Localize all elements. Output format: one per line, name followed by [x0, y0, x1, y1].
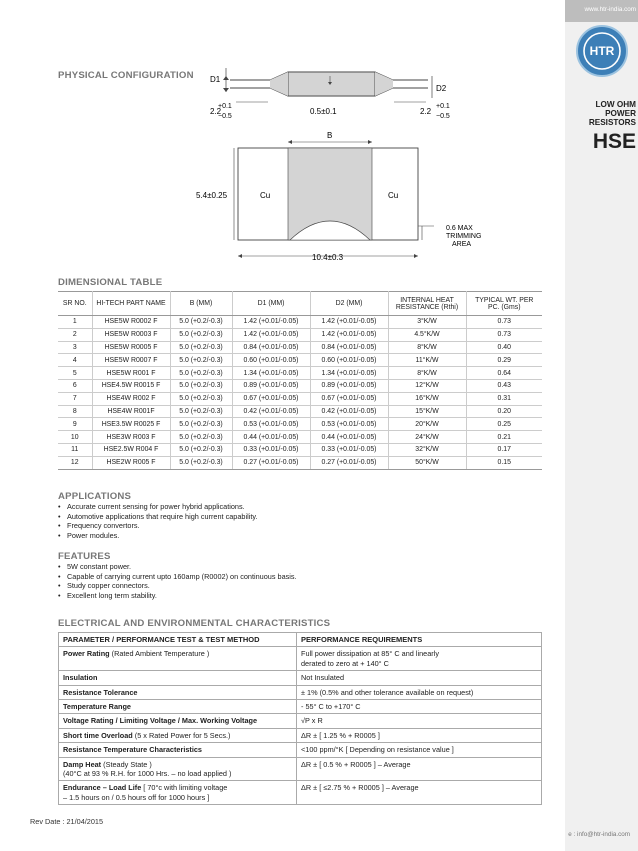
table-cell: 0.67 (+0.01/-0.05)	[310, 392, 388, 405]
table-cell: 0.64	[466, 367, 542, 380]
characteristics-title: ELECTRICAL AND ENVIRONMENTAL CHARACTERISTICS	[58, 618, 331, 629]
table-cell: HSE4.5W R0015 F	[92, 379, 170, 392]
table-row	[58, 456, 542, 469]
right-tol-minus: −0.5	[436, 113, 450, 120]
table-cell: 0.31	[466, 392, 542, 405]
table-cell: 1.34 (+0.01/-0.05)	[232, 367, 310, 380]
table-cell: 4.5°K/W	[388, 328, 466, 341]
table-cell: 3°K/W	[388, 316, 466, 329]
list-item: • Accurate current sensing for power hybrid applications.	[58, 502, 258, 512]
table-cell: 0.53 (+0.01/-0.05)	[232, 418, 310, 431]
parameter-cell: Resistance Temperature Characteristics	[59, 743, 297, 757]
logo-text: HTR	[589, 44, 615, 58]
table-row	[58, 392, 542, 405]
parameter-cell: Short time Overload (5 x Rated Power for 5 Secs.)	[59, 728, 297, 742]
table-cell: 0.33 (+0.01/-0.05)	[310, 443, 388, 456]
table-cell: 0.84 (+0.01/-0.05)	[232, 341, 310, 354]
table-cell: 3	[58, 341, 92, 354]
table-cell: 5.0 (+0.2/-0.3)	[170, 431, 232, 444]
parameter-cell: Power Rating (Rated Ambient Temperature )	[59, 647, 297, 671]
table-cell: 5.0 (+0.2/-0.3)	[170, 328, 232, 341]
table-cell: 4	[58, 354, 92, 367]
revision-date: Rev Date : 21/04/2015	[30, 817, 104, 826]
list-item: • Automotive applications that require high current capability.	[58, 512, 258, 522]
product-desc-line: LOW OHM	[595, 100, 636, 109]
left-tol-plus: +0.1	[218, 103, 232, 110]
table-cell: 5	[58, 367, 92, 380]
list-item: • Capable of carrying current upto 160amp (R0002) on continuous basis.	[58, 572, 297, 582]
list-item: • Power modules.	[58, 531, 258, 541]
dim-header-cell: HI-TECH PART NAME	[92, 292, 170, 316]
side-band	[565, 0, 638, 851]
table-cell: HSE4W R002 F	[92, 392, 170, 405]
cu-right: Cu	[388, 191, 399, 200]
d1-label: D1	[210, 75, 221, 84]
table-cell: 0.89 (+0.01/-0.05)	[232, 379, 310, 392]
table-row	[59, 743, 542, 757]
table-cell: 0.44 (+0.01/-0.05)	[232, 431, 310, 444]
table-cell: 8	[58, 405, 92, 418]
list-item: • Study copper connectors.	[58, 581, 297, 591]
table-row	[58, 316, 542, 329]
list-item: • Frequency convertors.	[58, 521, 258, 531]
table-cell: HSE5W R0007 F	[92, 354, 170, 367]
requirement-cell: Not Insulated	[297, 671, 542, 685]
table-cell: 5.0 (+0.2/-0.3)	[170, 443, 232, 456]
table-cell: HSE5W R0002 F	[92, 316, 170, 329]
trim-label-3: AREA	[452, 241, 472, 248]
table-cell: 5.0 (+0.2/-0.3)	[170, 392, 232, 405]
param-header: PARAMETER / PERFORMANCE TEST & TEST METHOD	[59, 633, 297, 647]
height-label: 5.4±0.25	[196, 191, 228, 200]
table-cell: 0.43	[466, 379, 542, 392]
table-row	[58, 418, 542, 431]
parameter-cell: Endurance – Load Life [ 70°c with limiting voltage – 1.5 hours on / 0.5 hours off for 1000 hours ]	[59, 781, 297, 805]
table-row	[59, 700, 542, 714]
table-cell: 12	[58, 456, 92, 469]
table-row	[58, 431, 542, 444]
table-cell: 9	[58, 418, 92, 431]
table-cell: 1.42 (+0.01/-0.05)	[310, 328, 388, 341]
table-cell: 0.33 (+0.01/-0.05)	[232, 443, 310, 456]
table-cell: 0.89 (+0.01/-0.05)	[310, 379, 388, 392]
table-cell: 5.0 (+0.2/-0.3)	[170, 418, 232, 431]
requirement-cell: ± 1% (0.5% and other tolerance available on request)	[297, 685, 542, 699]
product-description	[560, 100, 636, 127]
table-cell: 2	[58, 328, 92, 341]
requirement-cell: ΔR ± [ ≤2.75 % + R0005 ] – Average	[297, 781, 542, 805]
table-cell: 0.73	[466, 316, 542, 329]
parameter-cell: Damp Heat (Steady State ) (40°C at 93 % R.H. for 1000 Hrs. – no load applied )	[59, 757, 297, 781]
table-cell: 8°K/W	[388, 341, 466, 354]
left-tol-base: 2.2	[210, 107, 222, 116]
requirement-cell: ΔR ± [ 0.5 % + R0005 ] – Average	[297, 757, 542, 781]
table-cell: 0.84 (+0.01/-0.05)	[310, 341, 388, 354]
table-cell: 10	[58, 431, 92, 444]
table-cell: HSE5W R0005 F	[92, 341, 170, 354]
list-item: • Excellent long term stability.	[58, 591, 297, 601]
table-row	[59, 728, 542, 742]
parameter-cell: Temperature Range	[59, 700, 297, 714]
dim-header-cell: TYPICAL WT. PER PC. (Gms)	[466, 292, 542, 316]
trim-label-2: TRIMMING	[446, 233, 482, 240]
table-cell: HSE3W R003 F	[92, 431, 170, 444]
parameter-cell: Voltage Rating / Limiting Voltage / Max. Working Voltage	[59, 714, 297, 728]
table-cell: 0.42 (+0.01/-0.05)	[232, 405, 310, 418]
table-row	[59, 647, 542, 671]
table-cell: 5.0 (+0.2/-0.3)	[170, 379, 232, 392]
dim-header-cell: INTERNAL HEAT RESISTANCE (Rthi)	[388, 292, 466, 316]
table-cell: 0.27 (+0.01/-0.05)	[232, 456, 310, 469]
table-cell: 16°K/W	[388, 392, 466, 405]
product-desc-line: RESISTORS	[588, 118, 636, 127]
table-cell: 0.42 (+0.01/-0.05)	[310, 405, 388, 418]
applications-title: APPLICATIONS	[58, 491, 132, 502]
table-row	[58, 443, 542, 456]
table-cell: HSE5W R0003 F	[92, 328, 170, 341]
list-item: • 5W constant power.	[58, 562, 297, 572]
table-cell: 5.0 (+0.2/-0.3)	[170, 405, 232, 418]
product-desc-line: POWER	[605, 109, 636, 118]
contact-email[interactable]: e : info@htr-india.com	[568, 831, 630, 838]
parameter-cell: Insulation	[59, 671, 297, 685]
table-row	[58, 405, 542, 418]
table-cell: 0.67 (+0.01/-0.05)	[232, 392, 310, 405]
center-thickness: 0.5±0.1	[310, 107, 337, 116]
dimensional-table-title: DIMENSIONAL TABLE	[58, 277, 163, 288]
right-tol-base: 2.2	[420, 107, 432, 116]
right-tol-plus: +0.1	[436, 103, 450, 110]
table-row	[58, 379, 542, 392]
table-cell: 11°K/W	[388, 354, 466, 367]
table-cell: 0.44 (+0.01/-0.05)	[310, 431, 388, 444]
characteristics-table	[58, 632, 542, 805]
dim-header-cell: B (MM)	[170, 292, 232, 316]
table-cell: 11	[58, 443, 92, 456]
table-row	[58, 354, 542, 367]
table-cell: HSE4W R001F	[92, 405, 170, 418]
d2-label: D2	[436, 84, 447, 93]
cu-left: Cu	[260, 191, 271, 200]
table-cell: 0.20	[466, 405, 542, 418]
table-row	[59, 714, 542, 728]
b-label: B	[327, 131, 333, 140]
table-cell: 0.27 (+0.01/-0.05)	[310, 456, 388, 469]
product-code: HSE	[592, 130, 636, 153]
table-cell: 12°K/W	[388, 379, 466, 392]
table-cell: 0.53 (+0.01/-0.05)	[310, 418, 388, 431]
table-cell: 0.29	[466, 354, 542, 367]
dim-header-cell: SR NO.	[58, 292, 92, 316]
applications-list	[58, 502, 258, 540]
table-cell: 15°K/W	[388, 405, 466, 418]
table-cell: 6	[58, 379, 92, 392]
table-cell: 1.34 (+0.01/-0.05)	[310, 367, 388, 380]
table-cell: 0.60 (+0.01/-0.05)	[232, 354, 310, 367]
table-cell: 0.17	[466, 443, 542, 456]
table-cell: 1.42 (+0.01/-0.05)	[232, 316, 310, 329]
requirement-cell: Full power dissipation at 85° C and linearly derated to zero at + 140° C	[297, 647, 542, 671]
table-cell: 0.15	[466, 456, 542, 469]
dim-header-cell: D1 (MM)	[232, 292, 310, 316]
table-row	[58, 328, 542, 341]
table-cell: 5.0 (+0.2/-0.3)	[170, 354, 232, 367]
table-cell: HSE3.5W R0025 F	[92, 418, 170, 431]
requirement-cell: <100 ppm/°K [ Depending on resistance value ]	[297, 743, 542, 757]
table-row	[59, 671, 542, 685]
table-cell: 50°K/W	[388, 456, 466, 469]
table-cell: 0.40	[466, 341, 542, 354]
parameter-cell: Resistance Tolerance	[59, 685, 297, 699]
requirement-cell: ΔR ± [ 1.25 % + R0005 ]	[297, 728, 542, 742]
table-cell: 32°K/W	[388, 443, 466, 456]
features-title: FEATURES	[58, 551, 111, 562]
left-tol-minus: −0.5	[218, 113, 232, 120]
table-row	[59, 757, 542, 781]
table-cell: 5.0 (+0.2/-0.3)	[170, 341, 232, 354]
table-row	[59, 685, 542, 699]
table-cell: 1.42 (+0.01/-0.05)	[310, 316, 388, 329]
table-row	[58, 367, 542, 380]
table-cell: 8°K/W	[388, 367, 466, 380]
requirement-cell: - 55° C to +170° C	[297, 700, 542, 714]
requirement-cell: √P x R	[297, 714, 542, 728]
table-row	[58, 341, 542, 354]
table-cell: HSE5W R001 F	[92, 367, 170, 380]
table-cell: 0.60 (+0.01/-0.05)	[310, 354, 388, 367]
features-list	[58, 562, 297, 600]
table-cell: 7	[58, 392, 92, 405]
table-cell: 5.0 (+0.2/-0.3)	[170, 316, 232, 329]
table-cell: 20°K/W	[388, 418, 466, 431]
htr-logo	[575, 24, 629, 78]
table-cell: 1.42 (+0.01/-0.05)	[232, 328, 310, 341]
trim-label-1: 0.6 MAX	[446, 225, 473, 232]
physical-config-title: PHYSICAL CONFIGURATION	[58, 70, 194, 81]
width-label: 10.4±0.3	[312, 253, 344, 262]
table-cell: 0.73	[466, 328, 542, 341]
table-cell: 24°K/W	[388, 431, 466, 444]
requirement-header: PERFORMANCE REQUIREMENTS	[297, 633, 542, 647]
website-url[interactable]: www.htr-india.com	[584, 6, 636, 13]
table-row	[59, 781, 542, 805]
table-cell: HSE2.5W R004 F	[92, 443, 170, 456]
table-cell: 1	[58, 316, 92, 329]
table-cell: 5.0 (+0.2/-0.3)	[170, 456, 232, 469]
physical-diagram	[190, 62, 490, 272]
dimensional-table	[58, 291, 542, 470]
table-cell: 5.0 (+0.2/-0.3)	[170, 367, 232, 380]
dim-header-cell: D2 (MM)	[310, 292, 388, 316]
table-cell: HSE2W R005 F	[92, 456, 170, 469]
table-cell: 0.21	[466, 431, 542, 444]
table-cell: 0.25	[466, 418, 542, 431]
